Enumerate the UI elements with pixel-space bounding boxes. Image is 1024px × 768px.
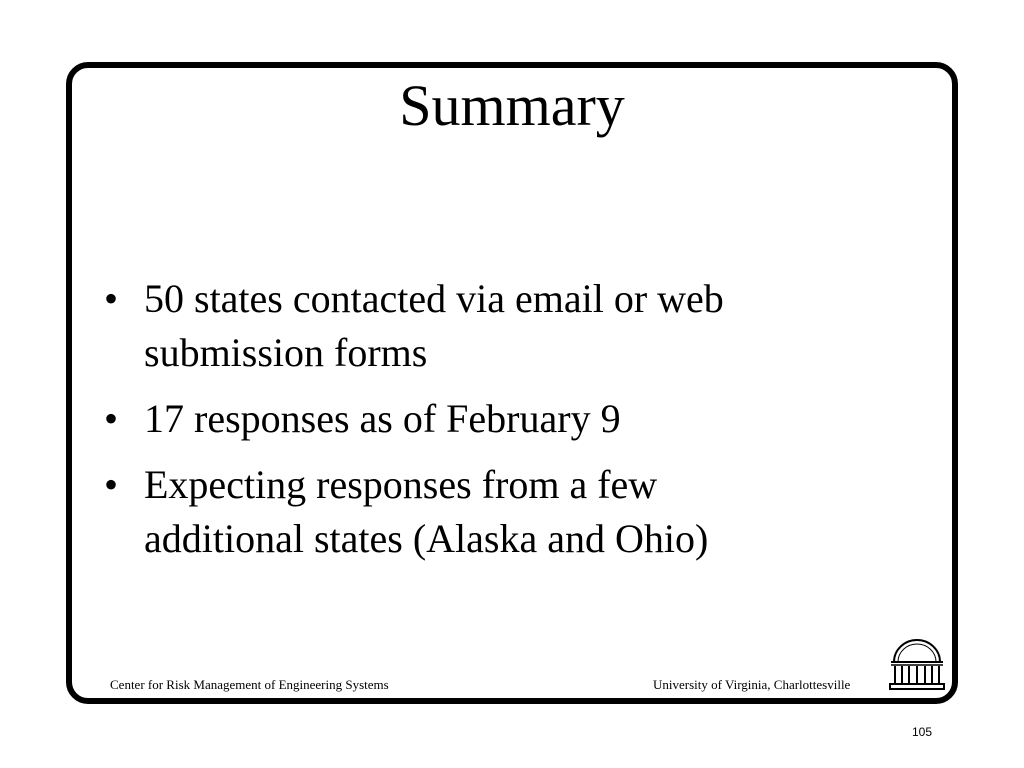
bullet-text: Expecting responses from a few additional states (Alaska and Ohio) (144, 462, 709, 561)
bullet-text: 17 responses as of February 9 (144, 396, 621, 441)
bullet-marker: • (104, 462, 119, 507)
bullet-item (104, 392, 824, 446)
bullet-item (104, 458, 824, 566)
bullet-item (104, 272, 824, 380)
rotunda-logo-icon (888, 636, 946, 690)
bullet-marker: • (104, 396, 119, 441)
bullet-text: 50 states contacted via email or web submission forms (144, 276, 724, 375)
page-number: 105 (912, 725, 933, 739)
bullet-marker: • (104, 276, 119, 321)
slide-title: Summary (399, 73, 625, 138)
footer-university: University of Virginia, Charlottesville (653, 677, 851, 692)
bullet-list (104, 272, 824, 578)
footer-organization: Center for Risk Management of Engineering Systems (110, 677, 389, 692)
